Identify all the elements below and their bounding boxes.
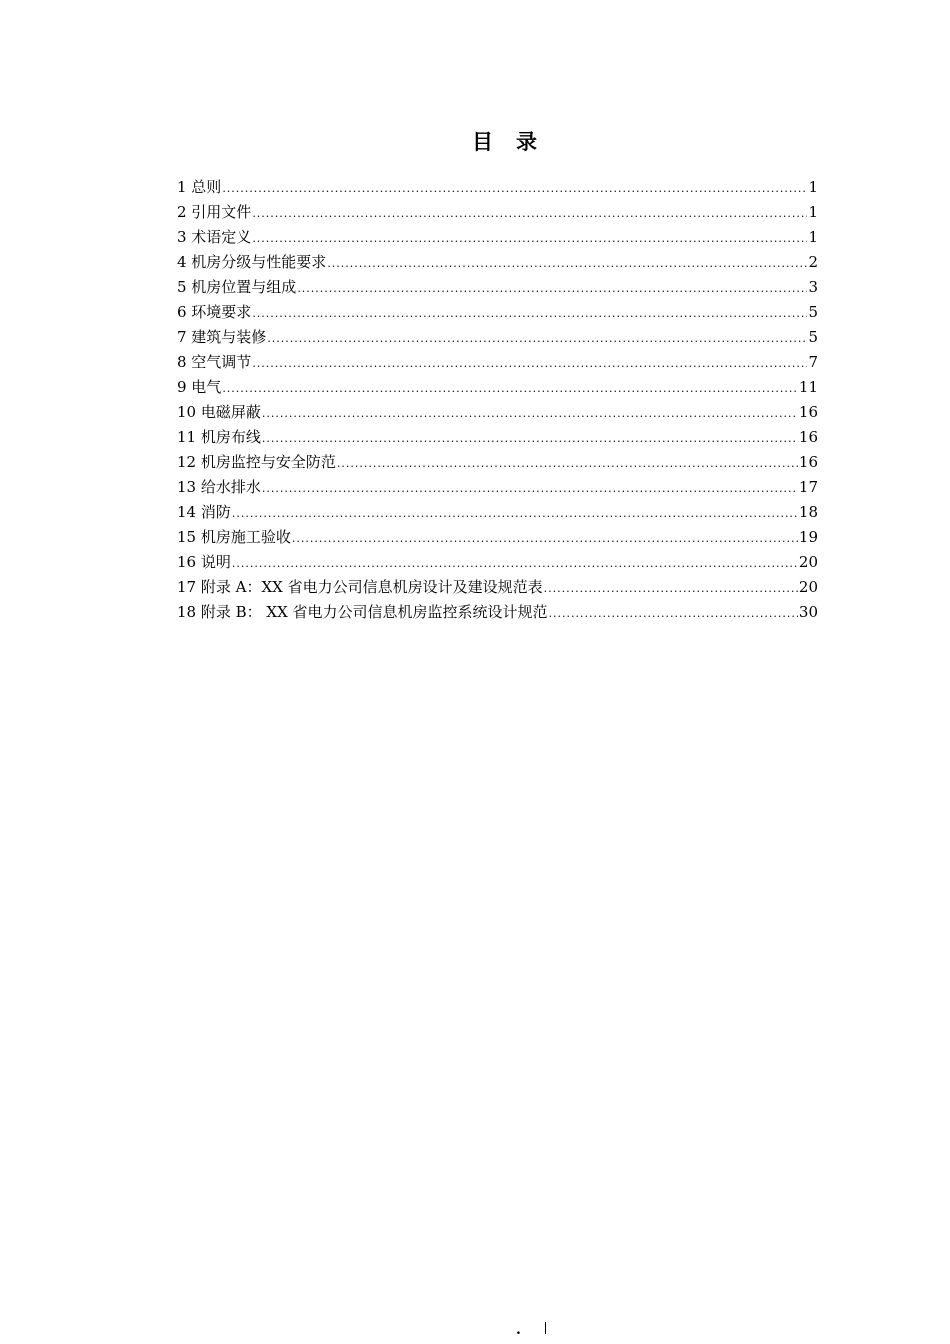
toc-entry-label: 12 机房监控与安全防范 [177,453,336,471]
toc-dot-leader [232,551,798,576]
toc-dot-leader [327,251,807,276]
toc-entry-page: 1 [808,228,818,246]
toc-entry-page: 1 [808,203,818,221]
toc-dot-leader [252,301,807,326]
toc-entry[interactable] [177,475,818,500]
toc-dot-leader [232,501,798,526]
toc-entry-label: 3 术语定义 [177,228,252,246]
toc-entry-page: 30 [798,603,818,621]
toc-entry[interactable] [177,550,818,575]
toc-entry-page: 5 [808,303,818,321]
toc-entry-label: 7 建筑与装修 [177,328,267,346]
toc-entry-page: 20 [798,578,818,596]
toc-dot-leader [544,576,798,601]
toc-entry[interactable] [177,200,818,225]
toc-entry-page: 17 [798,478,818,496]
toc-entry[interactable] [177,225,818,250]
toc-entry[interactable] [177,575,818,600]
toc-entry-page: 11 [798,378,818,396]
toc-dot-leader [337,451,798,476]
toc-dot-leader [252,351,807,376]
toc-entry-label: 18 附录 B： XX 省电力公司信息机房监控系统设计规范 [177,603,548,621]
toc-entry-page: 3 [808,278,818,296]
toc-entry[interactable] [177,525,818,550]
toc-entry-label: 9 电气 [177,378,222,396]
toc-dot-leader [549,601,798,626]
page-title: 目 录 [472,129,538,155]
toc-dot-leader [262,401,798,426]
toc-entry[interactable] [177,275,818,300]
toc-dot-leader [262,476,798,501]
toc-entry[interactable] [177,425,818,450]
toc-entry-page: 1 [808,178,818,196]
toc-entry[interactable] [177,400,818,425]
toc-dot-leader [292,526,798,551]
toc-dot-leader [262,426,798,451]
toc-entry[interactable] [177,325,818,350]
toc-entry-label: 8 空气调节 [177,353,252,371]
footer-mark: . [516,1322,521,1338]
footer-divider [545,1322,546,1334]
toc-entry-page: 20 [798,553,818,571]
toc-entry-label: 10 电磁屏蔽 [177,403,261,421]
toc-entry-label: 2 引用文件 [177,203,252,221]
toc-entry[interactable] [177,175,818,200]
toc-entry[interactable] [177,250,818,275]
table-of-contents [177,175,818,625]
toc-entry[interactable] [177,600,818,625]
toc-entry-label: 1 总则 [177,178,222,196]
toc-dot-leader [297,276,807,301]
toc-entry[interactable] [177,500,818,525]
toc-entry-label: 6 环境要求 [177,303,252,321]
toc-entry-page: 7 [808,353,818,371]
toc-entry-label: 4 机房分级与性能要求 [177,253,327,271]
toc-entry-label: 5 机房位置与组成 [177,278,297,296]
toc-entry-label: 15 机房施工验收 [177,528,291,546]
toc-entry[interactable] [177,300,818,325]
toc-dot-leader [267,326,807,351]
toc-entry-page: 16 [798,428,818,446]
toc-entry-page: 2 [808,253,818,271]
toc-dot-leader [252,201,807,226]
toc-entry-label: 17 附录 A：XX 省电力公司信息机房设计及建设规范表 [177,578,543,596]
toc-entry-page: 19 [798,528,818,546]
toc-entry-page: 16 [798,453,818,471]
toc-entry-label: 16 说明 [177,553,231,571]
toc-dot-leader [252,226,807,251]
toc-entry[interactable] [177,450,818,475]
toc-entry[interactable] [177,350,818,375]
toc-dot-leader [222,376,798,401]
toc-entry-page: 5 [808,328,818,346]
toc-entry-page: 18 [798,503,818,521]
toc-entry-page: 16 [798,403,818,421]
toc-entry-label: 13 给水排水 [177,478,261,496]
toc-dot-leader [222,176,807,201]
toc-entry-label: 14 消防 [177,503,231,521]
toc-entry-label: 11 机房布线 [177,428,261,446]
toc-entry[interactable] [177,375,818,400]
